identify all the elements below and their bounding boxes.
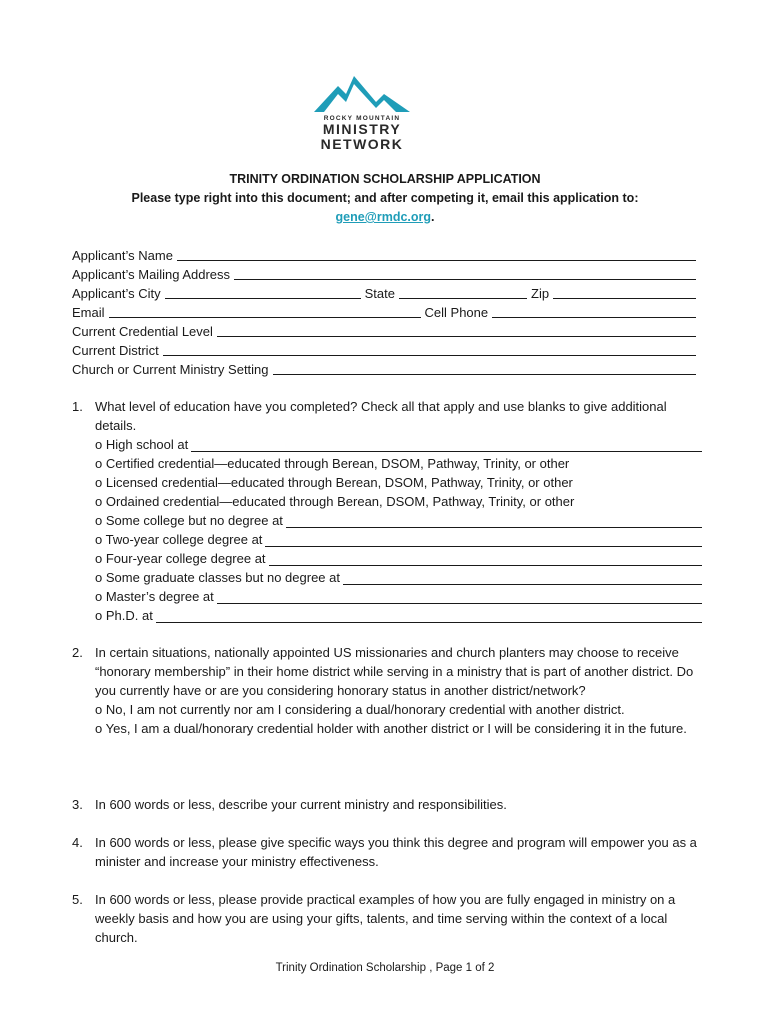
district-field[interactable] [163,343,696,356]
question-4-text: In 600 words or less, please give specific ways you think this degree and program will empower you as a minister and increase your ministry effectiveness. [95,835,697,869]
q1-option-licensed[interactable]: o Licensed credential—educated through Berean, DSOM, Pathway, Trinity, or other [95,475,573,490]
question-3 [72,795,702,814]
logo-line-1: MINISTRY [322,121,402,137]
credential-field[interactable] [217,324,696,337]
zip-field[interactable] [553,286,696,299]
question-4-number: 4. [72,835,83,850]
state-label: State [364,286,395,301]
question-2-number: 2. [72,645,83,660]
document-title: TRINITY ORDINATION SCHOLARSHIP APPLICATION [229,172,541,186]
question-3-text: In 600 words or less, describe your current ministry and responsibilities. [95,797,507,812]
question-3-number: 3. [72,797,83,812]
question-1-number: 1. [72,399,83,414]
city-field[interactable] [165,286,361,299]
q1-option-four-year[interactable]: o Four-year college degree at [95,549,702,568]
city-state-zip-row [72,284,696,301]
credential-row [72,322,696,339]
question-5-text: In 600 words or less, please provide practical examples of how you are fully engaged in ministry on a weekly basis and how you are using your gifts, talents, and time serving within the context of a local church. [95,892,676,945]
question-2-text: In certain situations, nationally appointed US missionaries and church planters may choose to receive “honorary membership” in their home district while serving in a ministry that is part of another district. Do you currently have or are you considering honorary status in another district/network? [95,645,694,698]
church-field[interactable] [273,362,696,375]
q1-option-some-college[interactable]: o Some college but no degree at [95,511,702,530]
question-1-text: What level of education have you completed? Check all that apply and use blanks to give additional details. [95,399,667,433]
mailing-address-label: Applicant’s Mailing Address [72,267,231,282]
q1-option-certified[interactable]: o Certified credential—educated through Berean, DSOM, Pathway, Trinity, or other [95,456,570,471]
logo-line-2: NETWORK [320,136,404,152]
city-label: Applicant’s City [72,286,161,301]
church-row [72,360,696,377]
question-5 [72,890,702,947]
email-line [0,210,770,224]
rocky-mountain-ministry-network-logo [310,72,414,152]
instructions-text: Please type right into this document; and after competing it, email this application to: [131,191,639,205]
applicant-name-field[interactable] [177,248,696,261]
question-1 [72,397,702,625]
q1-option-phd[interactable]: o Ph.D. at [95,606,702,625]
question-2 [72,643,702,738]
email-field[interactable] [109,305,421,318]
mailing-address-row [72,265,696,282]
email-cell-row [72,303,696,320]
mailing-address-field[interactable] [234,267,696,280]
credential-label: Current Credential Level [72,324,213,339]
district-row [72,341,696,358]
church-label: Church or Current Ministry Setting [72,362,269,377]
applicant-name-row [72,246,696,263]
page-footer: Trinity Ordination Scholarship , Page 1 of 2 [275,962,495,974]
q1-option-some-graduate[interactable]: o Some graduate classes but no degree at [95,568,702,587]
q1-option-two-year[interactable]: o Two-year college degree at [95,530,702,549]
q1-option-masters[interactable]: o Master’s degree at [95,587,702,606]
email-suffix: . [431,210,435,224]
logo-small-text: ROCKY MOUNTAIN [323,115,401,122]
applicant-name-label: Applicant’s Name [72,248,173,263]
q1-option-ordained[interactable]: o Ordained credential—educated through Berean, DSOM, Pathway, Trinity, or other [95,494,575,509]
district-label: Current District [72,343,159,358]
question-5-number: 5. [72,892,83,907]
zip-label: Zip [531,286,550,301]
email-label: Email [72,305,105,320]
question-4 [72,833,702,871]
q2-option-yes[interactable]: o Yes, I am a dual/honorary credential holder with another district or I will be considering it in the future. [95,721,687,736]
q1-option-high-school[interactable]: o High school at [95,435,702,454]
q2-option-no[interactable]: o No, I am not currently nor am I considering a dual/honorary credential with another district. [95,702,625,717]
state-field[interactable] [399,286,527,299]
mountain-logo-icon [312,72,412,114]
cell-phone-field[interactable] [492,305,696,318]
email-link[interactable]: gene@rmdc.org [335,210,432,224]
cell-phone-label: Cell Phone [424,305,489,320]
